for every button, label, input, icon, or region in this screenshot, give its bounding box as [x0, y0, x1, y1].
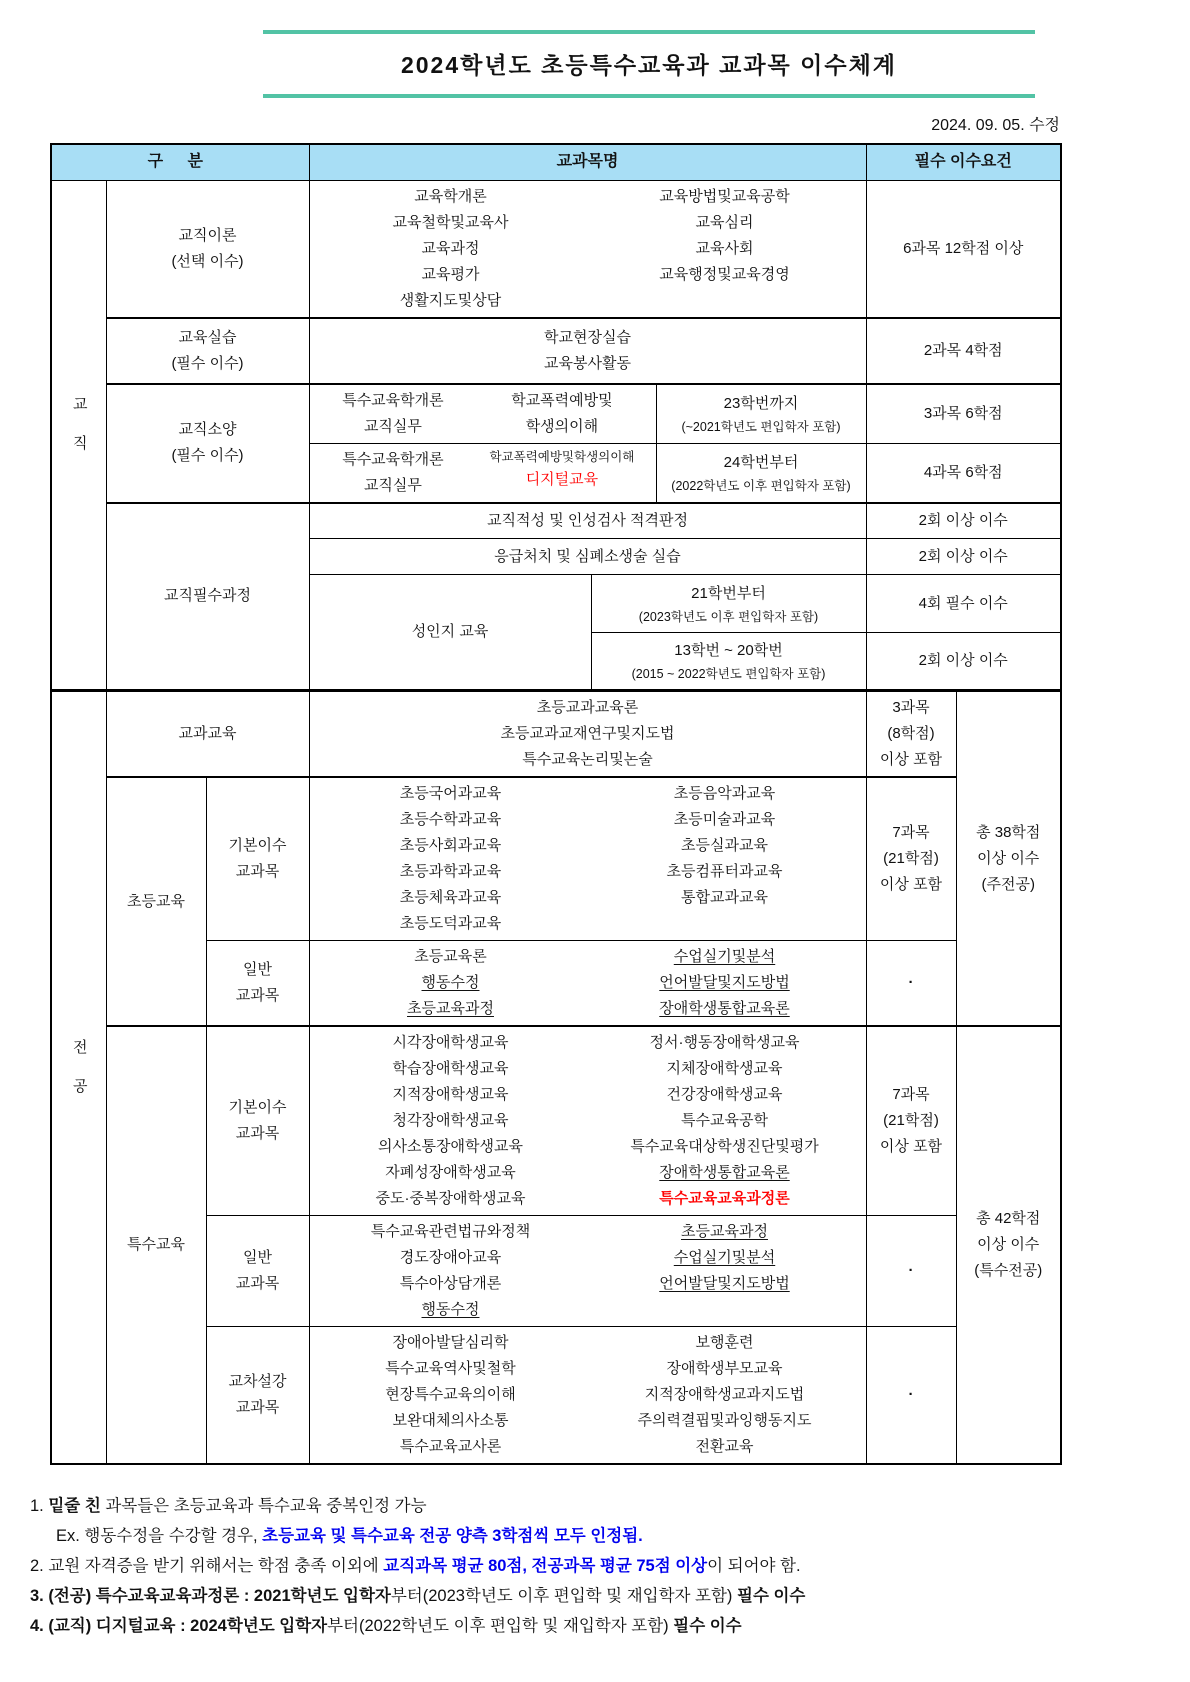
course-list	[588, 1219, 862, 1323]
course-item: 일반	[243, 961, 272, 978]
cell-elementary-label: 초등교육	[106, 777, 206, 1026]
course-item: 기본이수	[228, 1099, 287, 1116]
course-list	[588, 781, 862, 937]
course-item: 일반	[243, 1249, 272, 1266]
cell-sp-general-req: ·	[866, 1216, 956, 1327]
course-item: 장애학생부모교육	[666, 1360, 783, 1377]
course-item: (주전공)	[981, 875, 1035, 893]
cell-el-general-req: ·	[866, 941, 956, 1027]
course-item: 학교폭력예방및	[511, 391, 613, 409]
course-item: 지적장애학생교육	[392, 1086, 509, 1103]
course-item: 교육학개론	[414, 187, 487, 205]
cell-sp-basic-req	[866, 1026, 956, 1216]
course-item: 이상 포함	[879, 876, 943, 893]
course-list	[472, 447, 651, 499]
course-item: 특수교육관련법규와정책	[370, 1223, 531, 1240]
cell-gender21-req: 4회 필수 이수	[866, 575, 1061, 633]
row-soyang-23	[51, 384, 1061, 444]
cell-practice-courses	[309, 318, 866, 384]
cell-el-general-label	[206, 941, 309, 1027]
course-item: 중도·중복장애학생교육	[375, 1190, 526, 1207]
cell-total-special	[956, 1026, 1061, 1464]
row-special-basic	[51, 1026, 1061, 1216]
cell-sp-basic-label	[206, 1026, 309, 1216]
course-item: 초등음악과교육	[673, 785, 776, 802]
course-item: 현장특수교육의이해	[385, 1386, 516, 1403]
course-item: 교육심리	[695, 213, 754, 231]
footnotes	[30, 1491, 1180, 1641]
course-item: 학교현장실습	[544, 328, 631, 346]
course-item: 초등국어과교육	[399, 785, 502, 802]
course-item: 초등수학과교육	[399, 811, 502, 828]
course-item: 학생의이해	[525, 417, 599, 435]
course-list	[588, 1330, 862, 1460]
course-item: (선택 이수)	[171, 252, 244, 270]
footnote-1ex-prefix: Ex. 행동수정을 수강할 경우,	[56, 1527, 263, 1545]
footnote-1-rest: 과목들은 초등교육과 특수교육 중복인정 가능	[100, 1497, 427, 1515]
row-theory	[51, 180, 1061, 318]
course-item: 장애아발달심리학	[392, 1334, 509, 1351]
course-item: (2015 ~ 2022학년도 편입학자 포함)	[631, 667, 826, 681]
course-item: 교육평가	[421, 265, 480, 283]
course-item: 21학번부터	[691, 584, 766, 602]
course-item: 총 42학점	[976, 1210, 1041, 1227]
row-practice	[51, 318, 1061, 384]
course-item: 총 38학점	[976, 823, 1041, 841]
footnote-1-example	[30, 1521, 1180, 1551]
cell-aptitude-req: 2회 이상 이수	[866, 503, 1061, 539]
course-item: 7과목	[892, 1086, 930, 1103]
header-subjects: 교과목명	[309, 144, 866, 180]
course-item: 초등교육과정	[407, 1000, 494, 1017]
cell-cpr-text: 응급처치 및 심폐소생술 실습	[309, 539, 866, 575]
cell-soyang-label	[106, 384, 309, 503]
course-item: 교육봉사활동	[544, 354, 631, 372]
course-item: 교차설강	[228, 1373, 287, 1390]
course-item: 이상 포함	[879, 1138, 943, 1155]
course-item: 교육방법및교육공학	[659, 187, 790, 205]
course-item: 초등도덕과교육	[399, 915, 502, 932]
footnote-3-bold2: 필수 이수	[737, 1587, 806, 1605]
course-item: 초등교과교육론	[536, 699, 639, 716]
course-item: 보행훈련	[695, 1334, 754, 1351]
cell-cross-label	[206, 1327, 309, 1465]
course-item: 이상 포함	[879, 751, 943, 768]
course-item: (2022학년도 이후 편입학자 포함)	[671, 478, 851, 493]
table-header-row	[51, 144, 1061, 180]
course-item: 주의력결핍및과잉행동지도	[637, 1412, 812, 1429]
cell-practice-label	[106, 318, 309, 384]
course-item: 특수교육논리및논술	[522, 751, 653, 768]
cell-subject-edu-label: 교과교육	[106, 691, 309, 778]
cell-sp-general-courses	[309, 1216, 866, 1327]
course-item: 특수교육공학	[681, 1112, 768, 1129]
cell-theory-courses	[309, 180, 866, 318]
course-item: 지체장애학생교육	[666, 1060, 783, 1077]
course-item: 통합교과교육	[681, 889, 768, 906]
course-item: 교직이론	[178, 226, 237, 244]
cell-gender13-cohort	[591, 633, 866, 691]
course-item: 초등실과교육	[681, 837, 768, 854]
course-item: 지적장애학생교과지도법	[644, 1386, 805, 1403]
course-item: 13학번 ~ 20학번	[674, 642, 783, 659]
course-item: (21학점)	[883, 850, 939, 867]
cell-soyang23-courses	[309, 384, 656, 444]
header-requirement: 필수 이수요건	[866, 144, 1061, 180]
course-list	[314, 388, 473, 440]
course-list	[588, 184, 862, 314]
course-item: 경도장애아교육	[399, 1249, 502, 1266]
footnote-3	[30, 1581, 1180, 1611]
footnote-2-prefix: 2. 교원 자격증을 받기 위해서는 학점 충족 이외에	[30, 1557, 384, 1575]
course-item: 생활지도및상담	[399, 291, 502, 309]
cell-cross-req: ·	[866, 1327, 956, 1465]
course-item: 교직실무	[363, 476, 422, 494]
course-item: 언어발달및지도방법	[659, 1275, 790, 1292]
course-item: 7과목	[892, 824, 930, 841]
course-item: 보완대체의사소통	[392, 1412, 509, 1429]
course-item: 언어발달및지도방법	[659, 974, 790, 991]
footnote-3-normal: 부터(2023학년도 이후 편입학 및 재입학자 포함)	[390, 1587, 738, 1605]
cell-subject-edu-courses	[309, 691, 866, 778]
cell-theory-req: 6과목 12학점 이상	[866, 180, 1061, 318]
course-item: 교과목	[235, 1125, 280, 1142]
course-list	[314, 1219, 588, 1323]
course-item: (~2021학년도 편입학자 포함)	[681, 419, 841, 434]
course-list	[314, 447, 473, 499]
cell-required-course-label: 교직필수과정	[106, 503, 309, 691]
footnote-4-bold2: 필수 이수	[673, 1617, 742, 1635]
cell-cross-courses	[309, 1327, 866, 1465]
course-item: 교직실무	[363, 417, 422, 435]
cell-sp-basic-courses	[309, 1026, 866, 1216]
cell-soyang24-courses	[309, 443, 656, 503]
course-list	[588, 944, 862, 1022]
row-subject-edu	[51, 691, 1061, 778]
course-item: 23학번까지	[723, 394, 799, 412]
course-list	[314, 944, 588, 1022]
course-item: 행동수정	[421, 1301, 480, 1318]
footnote-1ex-highlight: 초등교육 및 특수교육 전공 양측 3학점씩 모두 인정됨.	[262, 1527, 643, 1545]
course-item: 특수교육역사및철학	[385, 1360, 516, 1377]
course-item: 교육사회	[695, 239, 754, 257]
course-item: 특수교육대상학생진단및평가	[630, 1138, 819, 1155]
cell-el-basic-label	[206, 777, 309, 941]
footnote-4	[30, 1611, 1180, 1641]
course-item: 디지털교육	[525, 470, 599, 488]
course-item: 장애학생통합교육론	[659, 1164, 790, 1181]
course-list	[472, 388, 651, 440]
course-item: 수업실기및분석	[673, 1249, 776, 1266]
course-item: (8학점)	[887, 725, 935, 742]
course-item: 의사소통장애학생교육	[378, 1138, 523, 1155]
course-item: 초등미술과교육	[673, 811, 776, 828]
cell-soyang23-req: 3과목 6학점	[866, 384, 1061, 444]
course-item: 3과목	[892, 699, 930, 716]
cell-theory-label	[106, 180, 309, 318]
course-item: 교과목	[235, 863, 280, 880]
section-label-jeongong: 전공	[51, 691, 106, 1465]
course-item: 특수교육교육과정론	[659, 1190, 790, 1207]
footnote-2	[30, 1551, 1180, 1581]
cell-gender13-req: 2회 이상 이수	[866, 633, 1061, 691]
course-item: 정서·행동장애학생교육	[649, 1034, 800, 1051]
cell-soyang24-cohort	[656, 443, 866, 503]
footnote-4-normal: 부터(2022학년도 이후 편입학 및 재입학자 포함)	[327, 1617, 674, 1635]
curriculum-table	[50, 143, 1062, 1465]
course-item: 교과목	[235, 1275, 280, 1292]
course-item: 자폐성장애학생교육	[385, 1164, 516, 1181]
row-aptitude	[51, 503, 1061, 539]
course-item: 초등교육론	[414, 948, 487, 965]
cell-el-general-courses	[309, 941, 866, 1027]
course-item: (필수 이수)	[171, 354, 244, 372]
course-item: 건강장애학생교육	[666, 1086, 783, 1103]
course-item: 초등교과교재연구및지도법	[500, 725, 675, 742]
course-item: 교육실습	[178, 328, 237, 346]
row-elementary-basic	[51, 777, 1061, 941]
course-item: 초등체육과교육	[399, 889, 502, 906]
footnote-2-highlight: 교직과목 평균 80점, 전공과목 평균 75점 이상	[383, 1557, 708, 1575]
course-item: 24학번부터	[723, 453, 799, 471]
cell-cpr-req: 2회 이상 이수	[866, 539, 1061, 575]
course-item: 청각장애학생교육	[392, 1112, 509, 1129]
section-label-gyojik: 교직	[51, 180, 106, 691]
course-item: 학교폭력예방및학생의이해	[489, 449, 635, 464]
course-item: 학습장애학생교육	[392, 1060, 509, 1077]
course-item: 교육철학및교육사	[392, 213, 509, 231]
course-item: (21학점)	[883, 1112, 939, 1129]
course-list	[314, 781, 588, 937]
course-item: 전환교육	[695, 1438, 754, 1455]
course-item: 교과목	[235, 1399, 280, 1416]
course-item: 초등과학과교육	[399, 863, 502, 880]
cell-soyang23-cohort	[656, 384, 866, 444]
course-item: 교직소양	[178, 421, 237, 438]
course-item: 장애학생통합교육론	[659, 1000, 790, 1017]
course-item: (2023학년도 이후 편입학자 포함)	[638, 609, 819, 624]
course-item: 특수교육학개론	[342, 450, 444, 468]
cell-subject-edu-req	[866, 691, 956, 778]
cell-aptitude-text: 교직적성 및 인성검사 적격판정	[309, 503, 866, 539]
cell-sp-general-label	[206, 1216, 309, 1327]
header-category: 구 분	[51, 144, 309, 180]
course-item: 초등컴퓨터과교육	[666, 863, 783, 880]
cell-el-basic-req	[866, 777, 956, 941]
revision-date: 2024. 09. 05. 수정	[931, 117, 1060, 134]
footnote-4-bold1: 4. (교직) 디지털교육 : 2024학년도 입학자	[30, 1617, 328, 1635]
course-item: 교육행정및교육경영	[659, 265, 790, 283]
course-item: 교육과정	[421, 239, 480, 257]
cell-soyang24-req: 4과목 6학점	[866, 443, 1061, 503]
document-title: 2024학년도 초등특수교육과 교과목 이수체계	[263, 30, 1035, 98]
cell-practice-req: 2과목 4학점	[866, 318, 1061, 384]
footnote-2-suffix: 이 되어야 함.	[707, 1557, 801, 1575]
course-item: 수업실기및분석	[673, 948, 776, 965]
course-item: 초등사회과교육	[399, 837, 502, 854]
course-item: (특수전공)	[974, 1262, 1043, 1279]
footnote-1-bold: 밑줄 친	[48, 1497, 101, 1515]
footnote-1-num: 1.	[30, 1497, 49, 1515]
footnote-3-bold1: 3. (전공) 특수교육교육과정론 : 2021학년도 입학자	[30, 1587, 391, 1605]
course-item: (필수 이수)	[171, 447, 244, 464]
footnote-1	[30, 1491, 1180, 1521]
course-item: 특수교육교사론	[399, 1438, 502, 1455]
course-list	[314, 184, 588, 314]
course-item: 시각장애학생교육	[392, 1034, 509, 1051]
cell-gender-label: 성인지 교육	[309, 575, 591, 691]
cell-total-major	[956, 691, 1061, 1027]
course-item: 초등교육과정	[681, 1223, 768, 1240]
course-list	[314, 1330, 588, 1460]
course-list	[314, 1030, 588, 1212]
course-item: 기본이수	[228, 837, 287, 854]
course-item: 이상 이수	[977, 1236, 1040, 1253]
course-list	[588, 1030, 862, 1212]
course-item: 행동수정	[421, 974, 480, 991]
cell-gender21-cohort	[591, 575, 866, 633]
course-item: 교과목	[235, 987, 280, 1004]
course-item: 이상 이수	[977, 849, 1040, 867]
cell-special-label: 특수교육	[106, 1026, 206, 1464]
cell-el-basic-courses	[309, 777, 866, 941]
course-item: 특수교육학개론	[342, 391, 444, 409]
course-item: 특수아상담개론	[399, 1275, 502, 1292]
